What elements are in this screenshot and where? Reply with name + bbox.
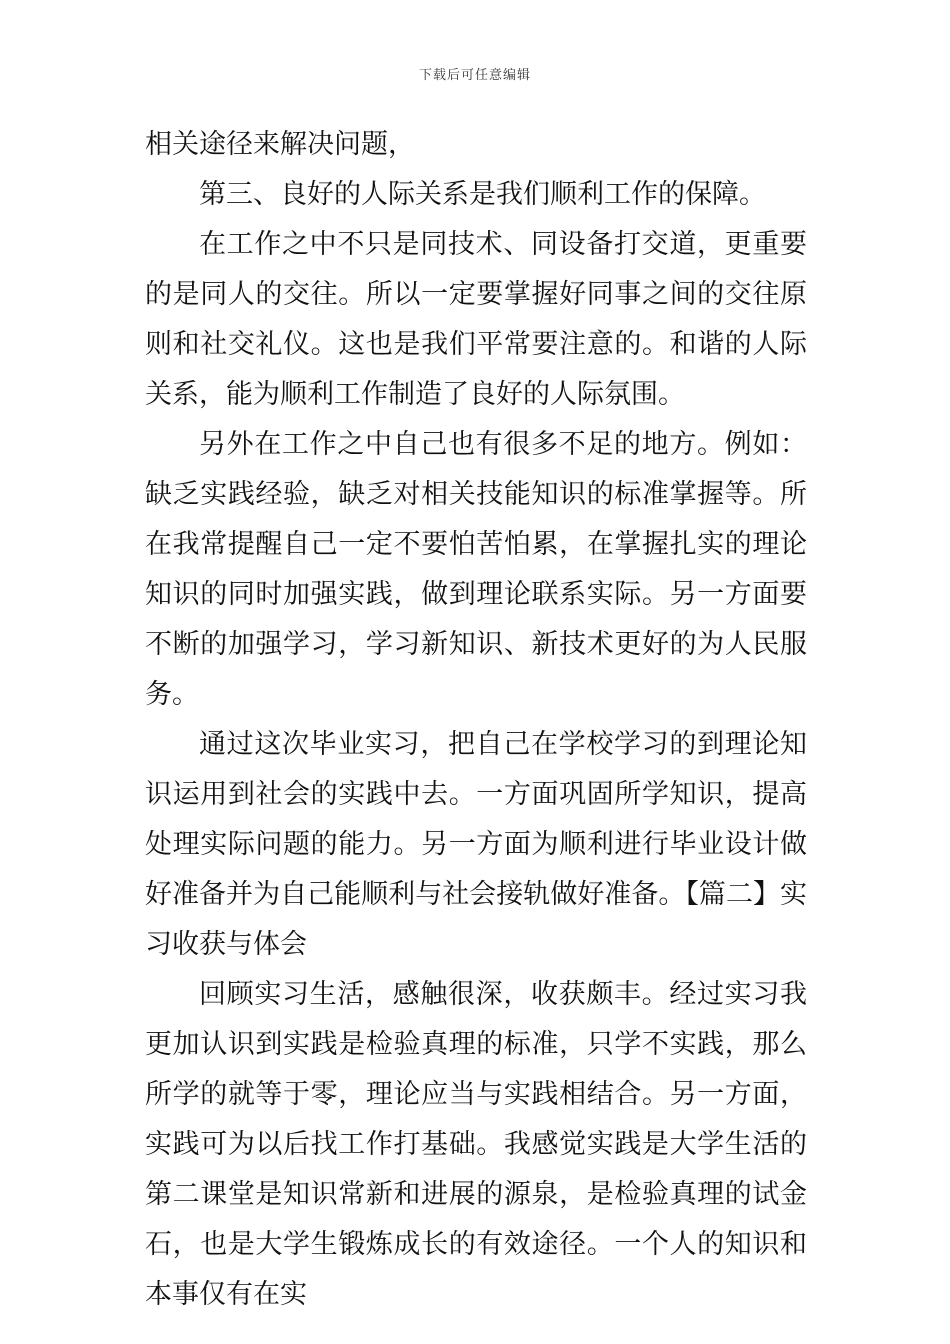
paragraph-continuation: 相关途径来解决问题， (145, 129, 415, 160)
paragraph-summary: 通过这次毕业实习，把自己在学校学习的到理论知识运用到社会的实践中去。一方面巩固所学知识，提高处理实际问题的能力。另一方面为顺利进行毕业设计做好准备并为自己能顺利与社会接轨做好准备。【篇二】实习收获与体会 (145, 729, 807, 960)
page-header: 下载后可任意编辑 (418, 68, 531, 83)
paragraph-shortcomings: 另外在工作之中自己也有很多不足的地方。例如：缺乏实践经验，缺乏对相关技能知识的标准掌握等。所在我常提醒自己一定不要怕苦怕累，在掌握扎实的理论知识的同时加强实践，做到理论联系实际。另一方面要不断的加强学习，学习新知识、新技术更好的为人民服务。 (145, 429, 807, 710)
document-body (145, 120, 807, 1320)
paragraph-point-three: 第三、良好的人际关系是我们顺利工作的保障。 (199, 179, 766, 210)
paragraph-interpersonal: 在工作之中不只是同技术、同设备打交道，更重要的是同人的交往。所以一定要掌握好同事之间的交往原则和社交礼仪。这也是我们平常要注意的。和谐的人际关系，能为顺利工作制造了良好的人际氛围。 (145, 229, 807, 410)
paragraph-review: 回顾实习生活，感触很深，收获颇丰。经过实习我更加认识到实践是检验真理的标准，只学不实践，那么所学的就等于零，理论应当与实践相结合。另一方面，实践可为以后找工作打基础。我感觉实践是大学生活的第二课堂是知识常新和进展的源泉，是检验真理的试金石，也是大学生锻炼成长的有效途径。一个人的知识和本事仅有在实 (145, 979, 807, 1310)
